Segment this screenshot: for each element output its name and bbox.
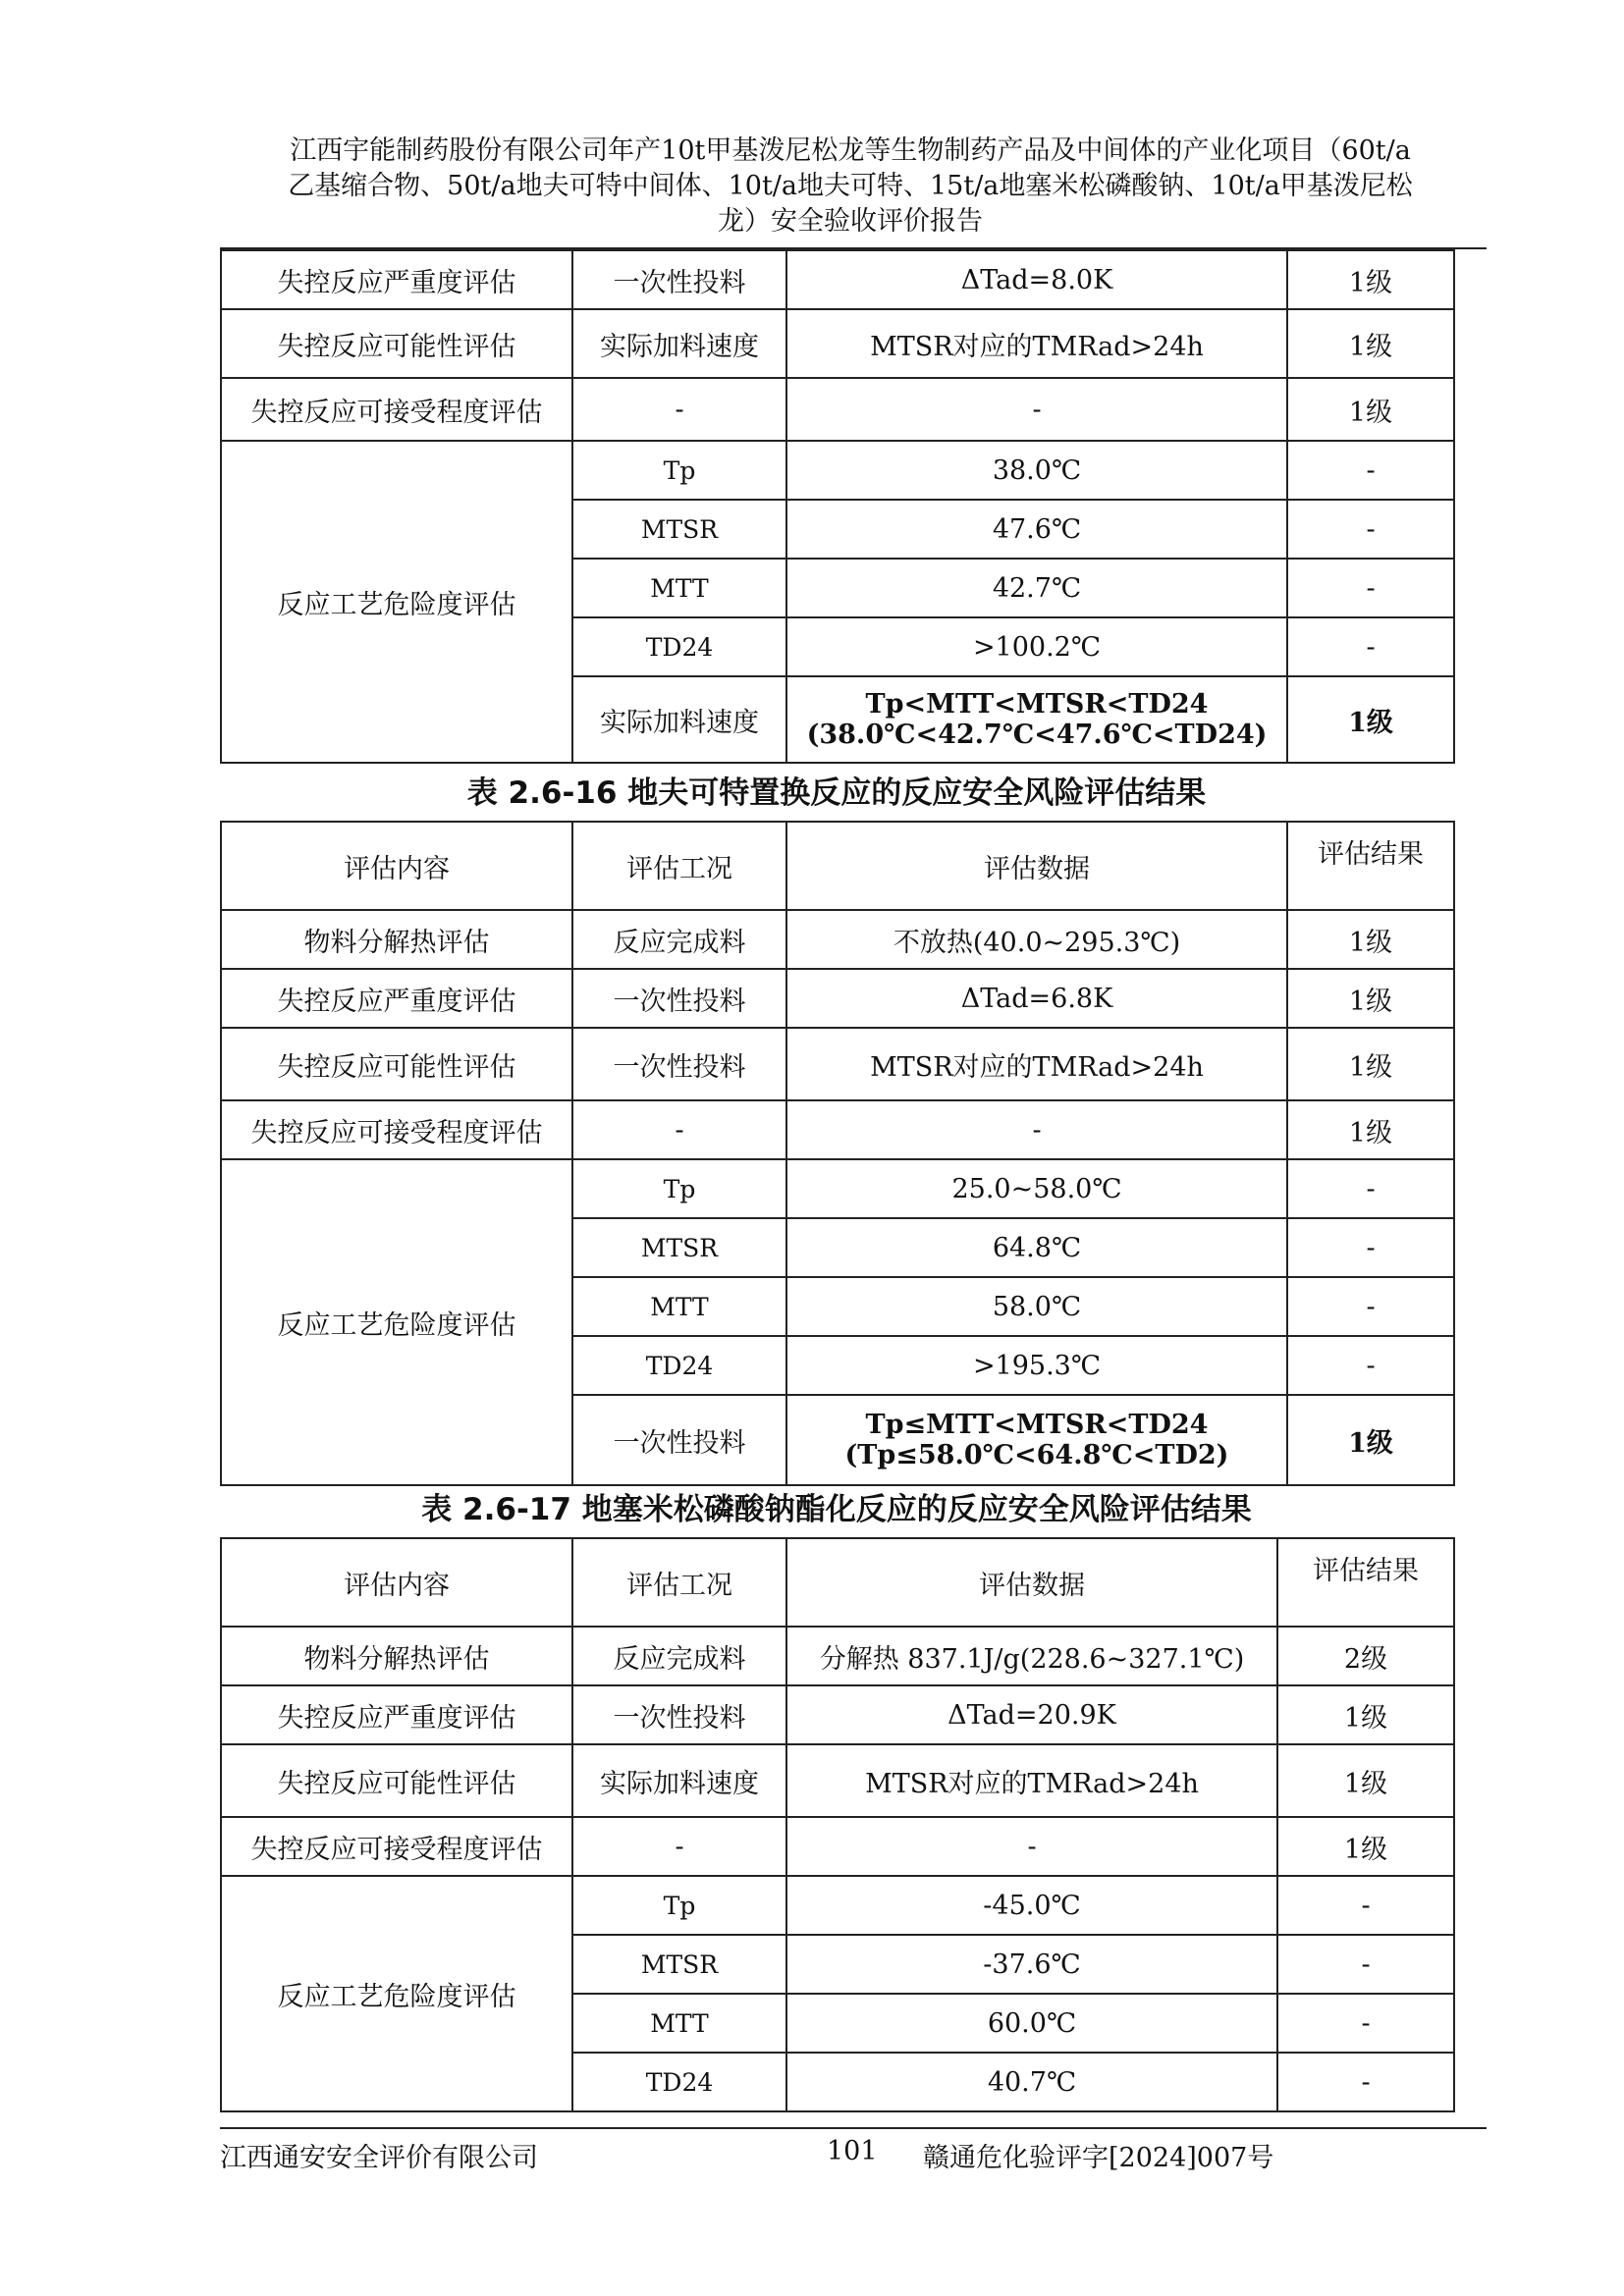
table-cell: TD24 <box>572 617 786 676</box>
table-cell: 1级 <box>1277 1685 1454 1744</box>
table-row <box>221 309 1454 378</box>
table-cell: - <box>1287 617 1454 676</box>
table-cell: >195.3℃ <box>786 1336 1287 1395</box>
table-cell: - <box>1287 1277 1454 1336</box>
table-cell: Tp <box>572 1159 786 1218</box>
table-row <box>221 441 1454 500</box>
table-cell: 一次性投料 <box>572 250 786 309</box>
table-cell: 失控反应严重度评估 <box>221 969 572 1028</box>
table-cell: 1级 <box>1287 1028 1454 1100</box>
table-cell: - <box>1277 2053 1454 2111</box>
table-row <box>221 378 1454 441</box>
table-cell: - <box>1287 1159 1454 1218</box>
column-header: 评估内容 <box>221 822 572 910</box>
header-line-3: 龙）安全验收评价报告 <box>718 206 983 237</box>
table-cell: 25.0~58.0℃ <box>786 1159 1287 1218</box>
table-cell: 58.0℃ <box>786 1277 1287 1336</box>
table-cell: TD24 <box>572 1336 786 1395</box>
table-cell: - <box>1287 500 1454 559</box>
table-cell: 一次性投料 <box>572 969 786 1028</box>
table-row <box>221 969 1454 1028</box>
table-cell: 不放热(40.0~295.3℃) <box>786 910 1287 969</box>
table-row <box>221 1685 1454 1744</box>
header-line-2: 乙基缩合物、50t/a地夫可特中间体、10t/a地夫可特、15t/a地塞米松磷酸钠、10t/a甲基泼尼松 <box>288 171 1413 201</box>
table-cell: 60.0℃ <box>786 1994 1277 2053</box>
column-header: 评估结果 <box>1287 822 1454 910</box>
table-cell: 失控反应严重度评估 <box>221 1685 572 1744</box>
page-header <box>222 133 1479 240</box>
table-cell: 1级 <box>1287 1100 1454 1159</box>
table-cell: - <box>1287 441 1454 500</box>
table-cell: 1级 <box>1287 676 1454 763</box>
table-cell: 一次性投料 <box>572 1395 786 1485</box>
table-cell: 物料分解热评估 <box>221 1627 572 1685</box>
table-cell: 反应完成料 <box>572 1627 786 1685</box>
table-cell: MTSR对应的TMRad>24h <box>786 1028 1287 1100</box>
table-cell: 失控反应可能性评估 <box>221 1028 572 1100</box>
table-cell: 1级 <box>1277 1817 1454 1876</box>
table-cell: 实际加料速度 <box>572 309 786 378</box>
table-cell: 物料分解热评估 <box>221 910 572 969</box>
table-cell: MTT <box>572 1277 786 1336</box>
table-cell <box>786 1395 1287 1485</box>
footer-doc-number: 赣通危化验评字[2024]007号 <box>923 2143 1274 2173</box>
table-cell: - <box>572 1100 786 1159</box>
inequality-line: Tp≤MTT<MTSR<TD24 <box>865 1410 1209 1440</box>
page-number: 101 <box>827 2136 878 2166</box>
table-cell: - <box>786 1817 1277 1876</box>
table-cell: ΔTad=20.9K <box>786 1685 1277 1744</box>
table-cell: 38.0℃ <box>786 441 1287 500</box>
table-row <box>221 1159 1454 1218</box>
risk-table-deflazacort <box>220 821 1455 1486</box>
table-cell <box>786 676 1287 763</box>
table-row <box>221 910 1454 969</box>
table-cell: 反应工艺危险度评估 <box>221 441 572 763</box>
table-cell: -45.0℃ <box>786 1876 1277 1935</box>
table-cell: 40.7℃ <box>786 2053 1277 2111</box>
table-cell: 反应工艺危险度评估 <box>221 1876 572 2111</box>
table-cell: 47.6℃ <box>786 500 1287 559</box>
table-row <box>221 1100 1454 1159</box>
column-header: 评估内容 <box>221 1538 572 1627</box>
table-header-row <box>221 1538 1454 1627</box>
table-cell: MTSR <box>572 1935 786 1994</box>
table-cell: 42.7℃ <box>786 559 1287 617</box>
table-cell: - <box>786 378 1287 441</box>
table-cell: - <box>1277 1935 1454 1994</box>
table-cell: MTSR对应的TMRad>24h <box>786 309 1287 378</box>
table-cell: Tp <box>572 441 786 500</box>
table-row <box>221 1028 1454 1100</box>
column-header: 评估数据 <box>786 1538 1277 1627</box>
table-cell: 1级 <box>1287 309 1454 378</box>
table-cell: - <box>1287 1336 1454 1395</box>
column-header: 评估工况 <box>572 822 786 910</box>
table-cell: MTT <box>572 559 786 617</box>
footer-company: 江西通安安全评价有限公司 <box>220 2143 538 2173</box>
table-cell: 1级 <box>1287 378 1454 441</box>
table-cell: - <box>1287 1218 1454 1277</box>
table-cell: -37.6℃ <box>786 1935 1277 1994</box>
table-cell: ΔTad=8.0K <box>786 250 1287 309</box>
table-cell: 失控反应可接受程度评估 <box>221 1100 572 1159</box>
table-caption: 表 2.6-17 地塞米松磷酸钠酯化反应的反应安全风险评估结果 <box>421 1492 1252 1527</box>
table-cell: MTSR对应的TMRad>24h <box>786 1744 1277 1817</box>
table-caption: 表 2.6-16 地夫可特置换反应的反应安全风险评估结果 <box>466 775 1207 811</box>
risk-table-continued <box>220 249 1455 764</box>
table-cell: 1级 <box>1287 910 1454 969</box>
table-cell: 失控反应可接受程度评估 <box>221 1817 572 1876</box>
table-cell: - <box>1287 559 1454 617</box>
table-cell: 实际加料速度 <box>572 676 786 763</box>
column-header: 评估数据 <box>786 822 1287 910</box>
table-cell: 失控反应可能性评估 <box>221 309 572 378</box>
table-row <box>221 1876 1454 1935</box>
table-cell: Tp <box>572 1876 786 1935</box>
table-cell: 失控反应严重度评估 <box>221 250 572 309</box>
table-cell: 2级 <box>1277 1627 1454 1685</box>
footer-divider <box>220 2127 1487 2129</box>
table-cell: 1级 <box>1277 1744 1454 1817</box>
inequality-values: (Tp≤58.0℃<64.8℃<TD2) <box>844 1440 1229 1470</box>
table-cell: - <box>786 1100 1287 1159</box>
table-cell: 反应工艺危险度评估 <box>221 1159 572 1485</box>
column-header: 评估结果 <box>1277 1538 1454 1627</box>
table-cell: MTSR <box>572 1218 786 1277</box>
risk-table-dexamethasone <box>220 1537 1455 2112</box>
table-row <box>221 1627 1454 1685</box>
table-cell: 失控反应可接受程度评估 <box>221 378 572 441</box>
table-row <box>221 1744 1454 1817</box>
table-row <box>221 1817 1454 1876</box>
table-cell: 实际加料速度 <box>572 1744 786 1817</box>
table-cell: MTSR <box>572 500 786 559</box>
column-header: 评估工况 <box>572 1538 786 1627</box>
table-cell: >100.2℃ <box>786 617 1287 676</box>
table-cell: MTT <box>572 1994 786 2053</box>
table-cell: - <box>572 1817 786 1876</box>
table-cell: 一次性投料 <box>572 1685 786 1744</box>
table-cell: 分解热 837.1J/g(228.6~327.1℃) <box>786 1627 1277 1685</box>
table-cell: - <box>572 378 786 441</box>
inequality-values: (38.0℃<42.7℃<47.6℃<TD24) <box>806 720 1268 750</box>
table-cell: - <box>1277 1994 1454 2053</box>
table-cell: - <box>1277 1876 1454 1935</box>
table-row <box>221 250 1454 309</box>
table-cell: 失控反应可能性评估 <box>221 1744 572 1817</box>
table-cell: 1级 <box>1287 969 1454 1028</box>
table-cell: TD24 <box>572 2053 786 2111</box>
table-cell: 1级 <box>1287 1395 1454 1485</box>
table-cell: 64.8℃ <box>786 1218 1287 1277</box>
table-cell: 一次性投料 <box>572 1028 786 1100</box>
table-header-row <box>221 822 1454 910</box>
header-line-1: 江西宇能制药股份有限公司年产10t甲基泼尼松龙等生物制药产品及中间体的产业化项目（60t/a <box>290 135 1411 166</box>
table-cell: 反应完成料 <box>572 910 786 969</box>
table-cell: 1级 <box>1287 250 1454 309</box>
table-cell: ΔTad=6.8K <box>786 969 1287 1028</box>
inequality-line: Tp<MTT<MTSR<TD24 <box>865 689 1209 720</box>
